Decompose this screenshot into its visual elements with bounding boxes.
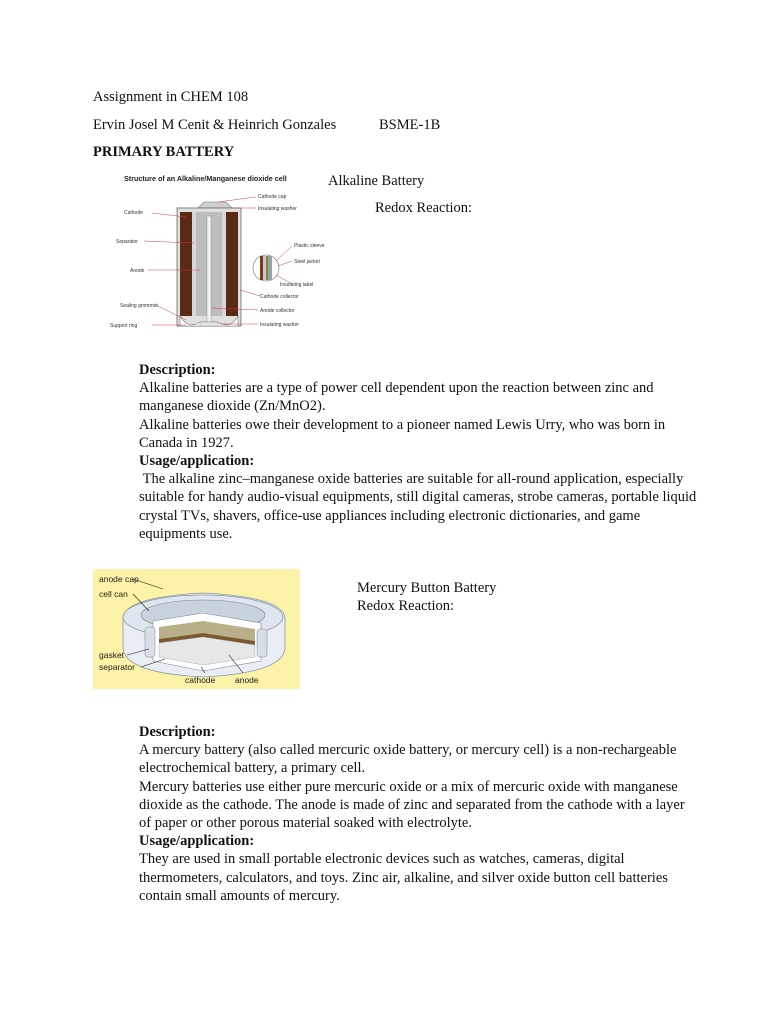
section: BSME-1B <box>379 117 441 133</box>
label-cathode-collector: Cathode collector <box>260 294 299 300</box>
alkaline-description-heading: Description: <box>139 362 216 378</box>
label-anode: Anode <box>130 268 145 274</box>
section-heading: PRIMARY BATTERY <box>93 144 235 160</box>
mercury-button-cell-diagram <box>93 569 300 689</box>
label-sealing-grommet: Sealing grommet <box>120 303 158 309</box>
label-plastic-sleeve: Plastic sleeve <box>294 243 325 249</box>
mercury-battery-name: Mercury Button Battery <box>357 580 497 596</box>
label-cathode: Cathode <box>124 210 143 216</box>
mercury-redox-label: Redox Reaction: <box>357 598 455 614</box>
label-separator: Separator <box>116 239 138 245</box>
mercury-description-heading: Description: <box>139 724 216 740</box>
alkaline-redox-label: Redox Reaction: <box>375 200 473 216</box>
mercury-description-p1: A mercury battery (also called mercuric oxide battery, or mercury cell) is a non-rechargeable electrochemical battery, a primary cell. <box>139 742 677 777</box>
label-cell-can: cell can <box>99 589 128 599</box>
alkaline-description-p1: Alkaline batteries are a type of power cell dependent upon the reaction between zinc and manganese dioxide (Zn/MnO2). <box>139 380 654 415</box>
assignment-title: Assignment in CHEM 108 <box>93 89 249 105</box>
alkaline-text-block <box>139 361 699 543</box>
mercury-text-block <box>139 723 699 905</box>
label-gasket: gasket <box>99 650 125 660</box>
label-cathode-cap: Cathode cap <box>258 194 287 200</box>
label-anode-cap: anode cap <box>99 574 139 584</box>
authors: Ervin Josel M Cenit & Heinrich Gonzales <box>93 117 337 133</box>
mercury-usage-heading: Usage/application: <box>139 833 255 850</box>
alkaline-cell-diagram <box>108 168 325 342</box>
alkaline-usage-heading: Usage/application: <box>139 453 255 470</box>
mercury-description-p2: Mercury batteries use either pure mercuric oxide or a mix of mercuric oxide with manganese dioxide as the cathode. The anode is made of zinc and separated from the cathode with a layer of paper or other porous material soaked with electrolyte. <box>139 778 685 832</box>
alkaline-usage: The alkaline zinc–manganese oxide batteries are suitable for all-round application, especially suitable for handy audio-visual equipments, still digital cameras, strobe cameras, portable liquid crystal TVs, shavers, office-use appliances including electronic dictionaries, and game equipments use. <box>139 471 700 542</box>
label-insulating-label: Insulating label <box>280 282 314 288</box>
label-anode-collector: Anode collector <box>260 308 295 314</box>
label-support-ring: Support ring <box>110 323 138 329</box>
alkaline-battery-name: Alkaline Battery <box>328 173 425 189</box>
label-mercury-separator: separator <box>99 662 135 672</box>
label-insulating-washer-top: Insulating washer <box>258 206 297 212</box>
label-mercury-anode: anode <box>235 675 259 685</box>
label-mercury-cathode: cathode <box>185 675 216 685</box>
label-insulating-washer-bottom: Insulating washer <box>260 322 299 328</box>
mercury-usage: They are used in small portable electronic devices such as watches, cameras, digital thermometers, calculators, and toys. Zinc air, alkaline, and silver oxide button cell batteries contain small amounts of mercury. <box>139 851 668 904</box>
alkaline-description-p2: Alkaline batteries owe their development to a pioneer named Lewis Urry, who was born in Canada in 1927. <box>139 416 666 451</box>
alkaline-diagram-title: Structure of an Alkaline/Manganese dioxide cell <box>124 174 287 183</box>
label-steel-jacket: Steel jacket <box>294 259 320 265</box>
